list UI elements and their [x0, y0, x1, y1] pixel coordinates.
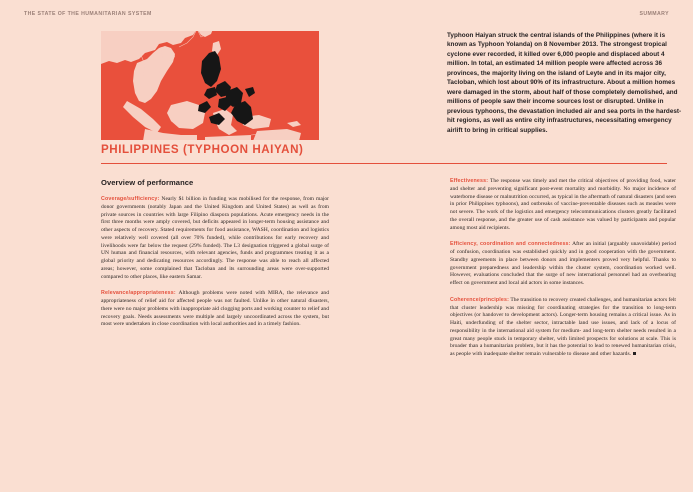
map-bottom-edge	[101, 140, 319, 142]
map-graphic	[101, 29, 319, 142]
text-coverage-sufficiency: Nearly $1 billion in funding was mobilised for the response, from major donor governments (notably Japan and the United Kingdom and United States) as well as from private sources in countries with large Filipino diaspora populations. Acute emergency needs in the first three months were amply covered, but deficits appeared in longer-term housing assistance and other aspects of recovery. Stated requirements for food assistance, WASH, coordination and logistics were relatively well covered (all over 70% funded), while contributions for early recovery and livelihoods were far below the request (29% funded). The L3 designation triggered a global surge of UN human and financial resources, with relevant agencies, funds and programmes treating it as a global priority and dedicating resources accordingly. The response was able to reach all affected areas; however, some complained that Tacloban and its surrounding areas were over-supported compared to other places, like eastern Samar.	[101, 196, 329, 280]
running-head	[24, 8, 669, 20]
running-head-right: SUMMARY	[639, 11, 669, 17]
label-effectiveness: Effectiveness:	[450, 178, 489, 184]
overview-heading: Overview of performance	[101, 178, 194, 187]
text-effectiveness: The response was timely and met the critical objectives of providing food, water and shelter and preventing significant post-event mortality and morbidity. No major incidence of waterborne disease or malnutrition occurred, as typical in the aftermath of natural disasters (and seen in prior Philippines typhoons), and outbreaks of vaccine-preventable diseases such as measles were not severe. The work of the logistics and emergency telecommunications clusters greatly facilitated the overall response, and the greater use of cash assistance was valued by participants and popular among most aid recipients.	[450, 178, 676, 231]
paragraph-effectiveness	[450, 178, 676, 232]
right-column	[450, 178, 676, 359]
label-relevance-appropriateness: Relevance/appropriateness:	[101, 290, 176, 297]
intro-text-block	[447, 31, 685, 135]
label-efficiency-coordination: Efficiency, coordination and connectedness:	[450, 241, 571, 248]
text-relevance-appropriateness: Although problems were noted with MIRA, the relevance and appropriateness of relief aid for affected people was not faulted. Unlike in other natural disasters, there were no major problems with inappropriate aid clogging ports and working counter to relief and recovery goals. Needs assessments were multiple and largely uncoordinated across the system, but most were undertaken in close coordination with local authorities and in a timely fashion.	[101, 290, 329, 328]
text-efficiency-coordination: After an initial (arguably unavoidable) period of confusion, coordination was established quickly and in good cooperation with the government. Standby agreements in place between donors and implementers proved very helpful. Thanks to government preparedness and leadership within the cluster system, coordination worked well. However, evaluations concluded that the surge of new international personnel had an overbearing effect on government and local aid actors in some instances.	[450, 241, 676, 286]
running-head-left: THE STATE OF THE HUMANITARIAN SYSTEM	[24, 11, 152, 17]
left-column	[101, 178, 329, 329]
paragraph-relevance-appropriateness	[101, 290, 329, 329]
paragraph-efficiency-coordination	[450, 241, 676, 288]
intro-paragraph: Typhoon Haiyan struck the central islands of the Philippines (where it is known as Typhoon Yolanda) on 8 November 2013. The strongest tropical cyclone ever recorded, it killed over 6,000 people and displaced about 4 million. In total, an estimated 14 million people were affected across 36 provinces, the majority living on the island of Leyte and in its major city, Tacloban, which lost about 90% of its infrastructure. About a million homes were damaged in the storm, about half of those completely demolished, and millions of people saw their income sources lost or disrupted. Unlike in previous typhoons, the devastation included air and sea ports in the hardest-hit regions, as well as entire city infrastructures, necessitating emergency airlift to bring in critical supplies.	[447, 32, 682, 134]
paragraph-coverage-sufficiency	[101, 196, 329, 281]
page-title: PHILIPPINES (TYPHOON HAIYAN)	[101, 143, 304, 156]
label-coverage-sufficiency: Coverage/sufficiency:	[101, 196, 160, 202]
southeast-asia-map-image	[101, 29, 319, 142]
title-divider	[101, 163, 667, 164]
text-coherence-principles: The transition to recovery created challenges, and humanitarian actors felt that cluster leadership was missing for coordinating strategies for the transition to long-term objectives (or handover to development actors). Longer-term housing remains a critical issue. As in Haiti, underfunding of the shelter sector, intractable land use issues, and lack of a locus of responsibility in the international aid system for medium- and long-term shelter needs resulted in a great many people stuck in temporary shelter, with limited prospects for solutions at scale. This is broader than a humanitarian problem, but it has the potential to lead to renewed humanitarian crisis, as people with inadequate shelter remain vulnerable to disease and other hazards.	[450, 296, 676, 357]
label-coherence-principles: Coherence/principles:	[450, 296, 509, 303]
paragraph-coherence-principles	[450, 297, 676, 359]
end-of-article-mark	[633, 352, 636, 355]
map-top-edge	[101, 29, 319, 31]
